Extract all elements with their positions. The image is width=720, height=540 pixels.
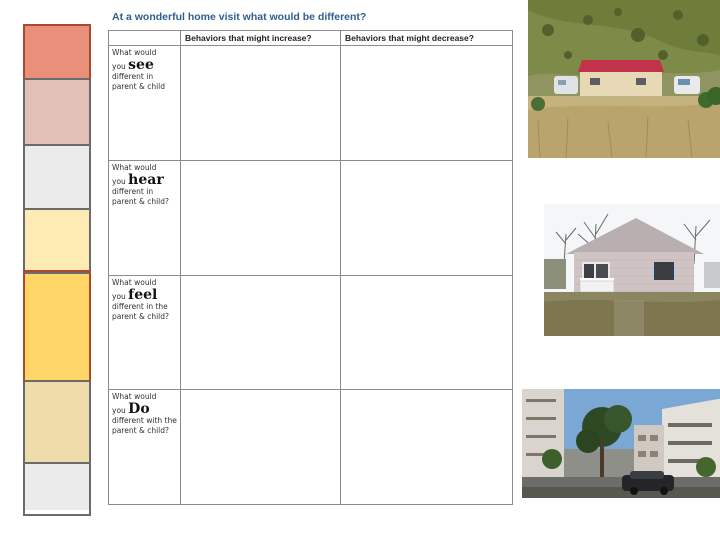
row-prompt-do: [109, 390, 181, 505]
prompt-tail: different in parent & child?: [112, 186, 169, 206]
increase-answer-cell[interactable]: [181, 275, 341, 390]
worksheet-row: [109, 390, 513, 505]
prompt-you: you: [112, 406, 126, 416]
color-swatch-strip: [23, 24, 91, 516]
prompt-verb: Do: [128, 401, 150, 418]
worksheet-row: [109, 46, 513, 161]
prompt-tail: different in the parent & child?: [112, 301, 169, 321]
row-prompt-hear: [109, 160, 181, 275]
increase-answer-cell[interactable]: [181, 46, 341, 161]
header-increase: Behaviors that might increase?: [181, 31, 341, 46]
color-swatch-2: [25, 78, 89, 144]
row-prompt-feel: [109, 275, 181, 390]
prompt-tail: different with the parent & child?: [112, 416, 177, 436]
color-swatch-4: [25, 208, 89, 272]
prompt-lead: What would: [112, 277, 157, 287]
prompt-lead: What would: [112, 392, 157, 402]
worksheet-title: At a wonderful home visit what would be different?: [112, 11, 367, 23]
prompt-verb: hear: [128, 171, 164, 188]
row-prompt-see: [109, 46, 181, 161]
color-swatch-6: [25, 380, 89, 462]
color-swatch-7: [25, 462, 89, 510]
prompt-tail: different in parent & child: [112, 72, 166, 91]
prompt-verb: feel: [128, 286, 158, 303]
prompt-you: you: [112, 176, 126, 186]
prompt-lead: What would: [112, 162, 157, 172]
increase-answer-cell[interactable]: [181, 390, 341, 505]
decrease-answer-cell[interactable]: [341, 46, 513, 161]
prompt-you: you: [112, 62, 126, 71]
worksheet-row: [109, 275, 513, 390]
header-decrease: Behaviors that might decrease?: [341, 31, 513, 46]
worksheet-row: [109, 160, 513, 275]
prompt-lead: What would: [112, 48, 157, 57]
color-swatch-3: [25, 144, 89, 208]
rural-trailer-home-photo: [528, 0, 720, 158]
apartment-buildings-photo: [522, 389, 720, 498]
increase-answer-cell[interactable]: [181, 160, 341, 275]
worksheet-table: [108, 30, 513, 505]
header-row: [109, 31, 513, 46]
decrease-answer-cell[interactable]: [341, 390, 513, 505]
header-blank: [109, 31, 181, 46]
color-swatch-1: [25, 26, 89, 78]
color-swatch-5: [25, 272, 89, 380]
small-house-photo: [544, 204, 720, 336]
prompt-you: you: [112, 291, 126, 301]
prompt-verb: see: [128, 57, 154, 73]
decrease-answer-cell[interactable]: [341, 160, 513, 275]
decrease-answer-cell[interactable]: [341, 275, 513, 390]
